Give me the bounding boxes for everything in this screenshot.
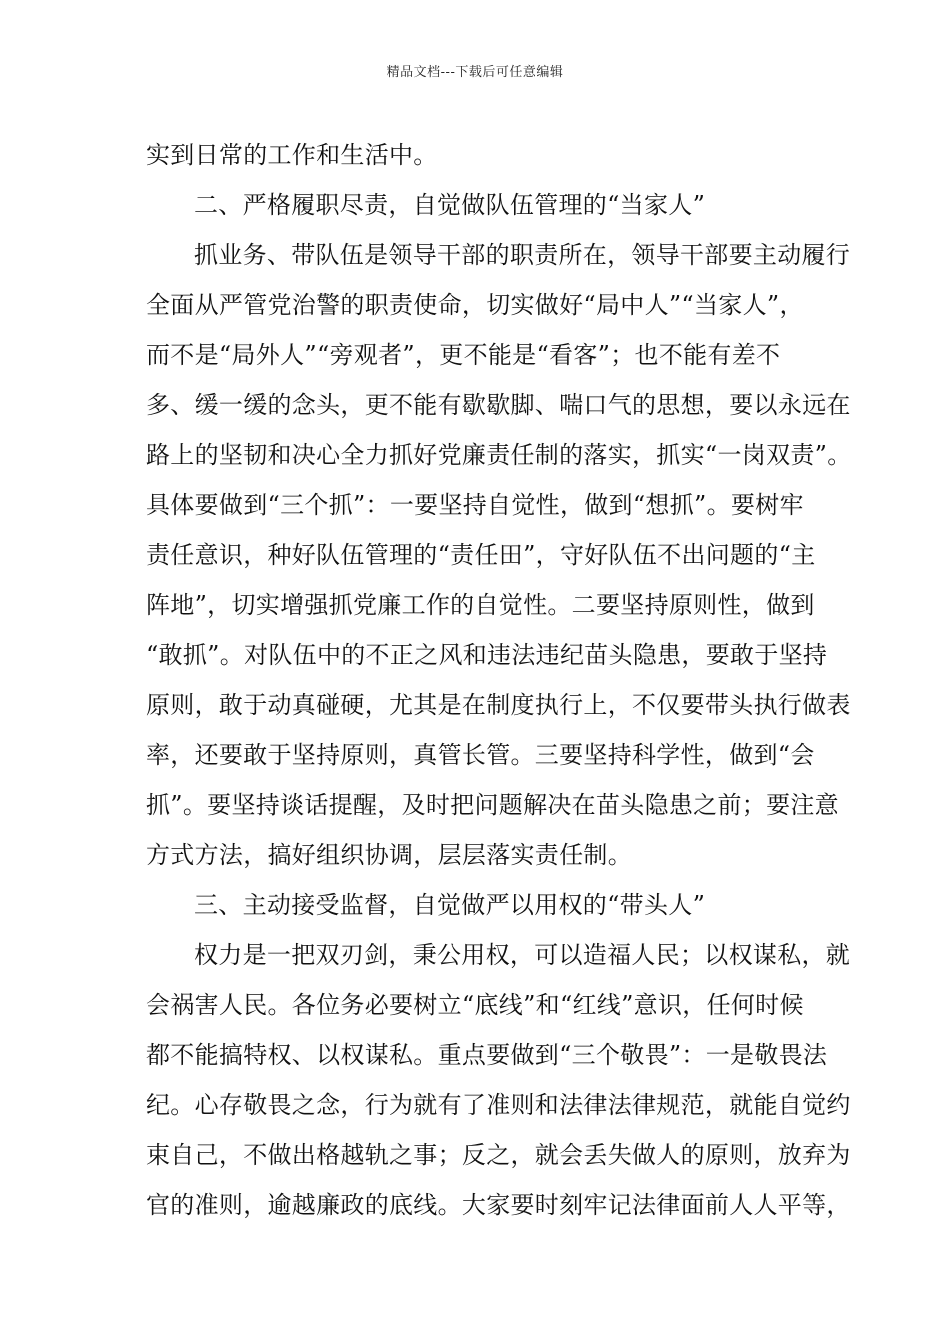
text-line: 责任意识，种好队伍管理的“责任田”，守好队伍不出问题的“主 [146, 541, 816, 569]
document-body [146, 130, 852, 1230]
text-line: 束自己，不做出格越轨之事；反之，就会丢失做人的原则，放弃为 [146, 1141, 851, 1169]
text-line: 方式方法，搞好组织协调，层层落实责任制。 [146, 841, 632, 869]
text-line: 权力是一把双刃剑，秉公用权，可以造福人民；以权谋私，就 [194, 941, 851, 969]
text-line: 三、主动接受监督，自觉做严以用权的“带头人” [194, 891, 706, 919]
text-line: “敢抓”。对队伍中的不正之风和违法违纪苗头隐患，要敢于坚持 [146, 641, 828, 669]
text-line: 多、缓一缓的念头，更不能有歇歇脚、喘口气的思想，要以永远在 [146, 391, 851, 419]
page-header: 精品文档---下载后可任意编辑 [386, 65, 564, 80]
text-line: 二、严格履职尽责，自觉做队伍管理的“当家人” [194, 191, 706, 219]
text-line: 率，还要敢于坚持原则，真管长管。三要坚持科学性，做到“会 [146, 741, 815, 769]
text-line: 阵地”，切实增强抓党廉工作的自觉性。二要坚持原则性，做到 [146, 591, 815, 619]
text-line: 全面从严管党治警的职责使命，切实做好“局中人”“当家人”， [146, 291, 804, 319]
text-line: 原则，敢于动真碰硬，尤其是在制度执行上，不仅要带头执行做表 [146, 691, 851, 719]
text-line: 会祸害人民。各位务必要树立“底线”和“红线”意识，任何时候 [146, 991, 804, 1019]
text-line: 都不能搞特权、以权谋私。重点要做到“三个敬畏”：一是敬畏法 [146, 1041, 828, 1069]
text-line: 官的准则，逾越廉政的底线。大家要时刻牢记法律面前人人平等， [146, 1191, 851, 1219]
text-line: 路上的坚韧和决心全力抓好党廉责任制的落实，抓实“一岗双责”。 [146, 441, 852, 469]
text-line: 抓”。要坚持谈话提醒，及时把问题解决在苗头隐患之前；要注意 [146, 791, 839, 819]
text-line: 纪。心存敬畏之念，行为就有了准则和法律法律规范，就能自觉约 [146, 1091, 851, 1119]
text-line: 具体要做到“三个抓”：一要坚持自觉性，做到“想抓”。要树牢 [146, 491, 804, 519]
text-line: 实到日常的工作和生活中。 [146, 141, 438, 169]
text-line: 而不是“局外人”“旁观者”，更不能是“看客”；也不能有差不 [146, 341, 781, 369]
text-line: 抓业务、带队伍是领导干部的职责所在，领导干部要主动履行 [194, 241, 851, 269]
